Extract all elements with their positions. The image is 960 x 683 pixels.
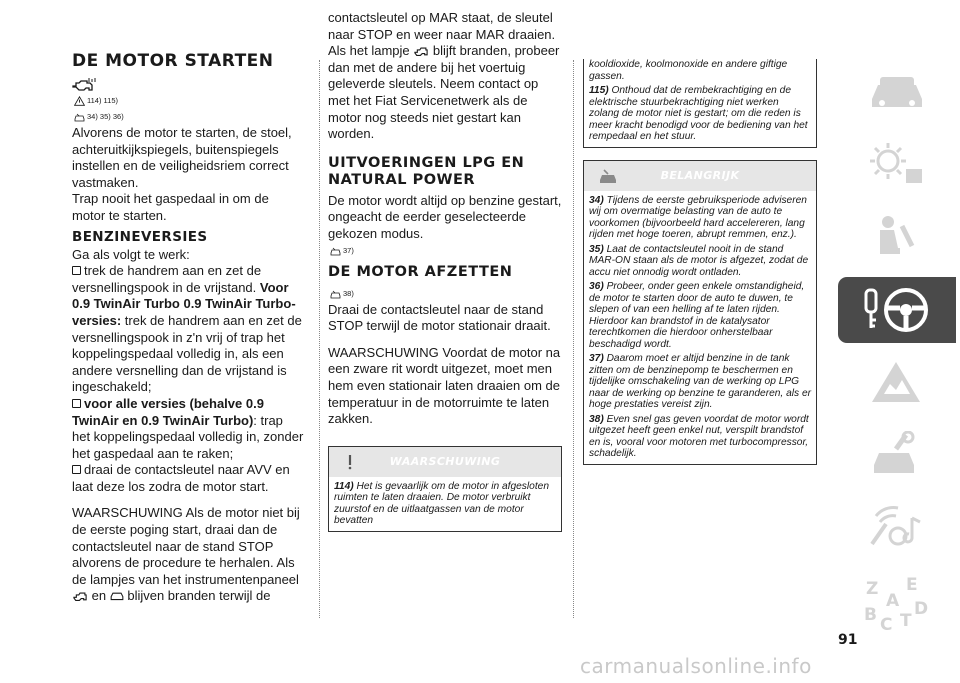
warning-box-continued (583, 59, 817, 148)
car-wrench-icon (74, 112, 85, 122)
step-3: voor alle versies (behalve 0.9 TwinAir en 0.9 TwinAir Turbo): trap het koppelingspedaal volledig in, zonder het gaspedaal aan te raken; (72, 395, 304, 461)
important-box-body (584, 191, 816, 464)
paragraph-intro: Alvorens de motor te starten, de stoel, achteruitkijkspiegels, buitenspiegels instellen en de veiligheidsriem correct vastmaken. (72, 125, 292, 190)
chapter-tabs (838, 58, 960, 642)
car-wrench-icon (330, 246, 341, 256)
tab-car[interactable] (838, 58, 956, 124)
car-service-icon (598, 168, 618, 184)
checkbox-bullet-icon (72, 465, 81, 474)
step-4: draai de contactsleutel naar AVV en laat deze los zodra de motor start. (72, 462, 290, 494)
section-title-afzetten: DE MOTOR AFZETTEN (328, 263, 513, 280)
reference-line (72, 75, 304, 93)
column-2 (328, 10, 562, 532)
paragraph-warning: WAARSCHUWING Voordat de motor na een zware rit wordt uitgezet, moet men hem even stationair laten draaien om de temperatuur in de motorruimte te laten zakken. (328, 344, 561, 427)
media-icon (866, 504, 928, 554)
step-2-text: trek de handrem aan en zet de versnellingspook in z'n vrij of trap het koppelingspedaal volledig in, als een andere versnelling dan de vrijstand is ingeschakeld; (72, 312, 302, 395)
note-114: 114) Het is gevaarlijk om de motor in afgesloten ruimten te laten draaien. De motor verbruikt zuurstof en de uitlaatgassen van de motor bevatten (334, 480, 549, 527)
key-steering-icon (862, 284, 932, 336)
car-icon (866, 69, 928, 113)
column-1 (72, 52, 304, 605)
svg-text:Z: Z (866, 579, 879, 599)
important-box (583, 160, 817, 465)
checkbox-bullet-icon (72, 266, 81, 275)
lights-icon (866, 139, 928, 189)
note-115: 115) Onthoud dat de rembekrachtiging en de elektrische stuurbekrachtiging niet werken zolang de motor niet is gestart; om die reden is meer kracht benodigd voor de bediening van het rempedaal en het stuur. (589, 85, 808, 142)
svg-text:D: D (914, 599, 929, 619)
wrench-car-icon (866, 431, 928, 481)
engine-key-icon (72, 77, 98, 91)
column-divider (319, 60, 320, 618)
important-references (72, 109, 304, 125)
exclamation-icon (343, 454, 357, 470)
paragraph-warning: WAARSCHUWING Als de motor niet bij de eerste poging start, draai dan de contactsleutel naar de stand STOP alvorens de procedure te herhalen. Als de lampjes van het instrumentenpaneel en blijven branden terwijl de (72, 505, 300, 604)
seat-safety-icon (866, 212, 928, 262)
car-wrench-icon (330, 289, 341, 299)
warning-triangle-icon (866, 358, 928, 408)
tab-lights[interactable] (838, 131, 956, 197)
warning-references (72, 93, 304, 109)
paragraph-gas: Trap nooit het gaspedaal in om de motor te starten. (72, 191, 269, 223)
index-icon (862, 574, 932, 630)
note-35: 35) Laat de contactsleutel nooit in de stand MAR-ON staan als de motor is afgezet, zodat de accu niet onnodig wordt ontladen. (589, 243, 809, 278)
tab-multimedia[interactable] (838, 496, 956, 562)
tab-maintenance[interactable] (838, 423, 956, 489)
paragraph-continued: contactsleutel op MAR staat, de sleutel naar STOP en weer naar MAR draaien. Als het lampje blijft branden, probeer dan met de andere bij het voertuig geleverde sleutels. Neem contact op met het Fiat Servicenetwerk als de motor nog steeds niet gestart kan worden. (328, 10, 560, 142)
tab-starting-driving[interactable] (838, 277, 956, 343)
svg-text:E: E (906, 575, 918, 595)
note-37: 37) Daarom moet er altijd benzine in de tank zitten om de benzinepomp te beschermen en tijdelijke omschakeling van de werking op LPG naar de werking op benzine te garanderen, als er hoge prestaties vereist zijn. (589, 353, 812, 410)
section-title-benzine: BENZINEVERSIES (72, 228, 208, 245)
step-2-heading: Voor 0.9 TwinAir Turbo 0.9 TwinAir Turbo-versies: (72, 279, 296, 328)
checkbox-bullet-icon (72, 399, 81, 408)
section-title-lpg: UITVOERINGEN LPG EN NATURAL POWER (328, 154, 525, 188)
column-3 (583, 59, 817, 465)
page-number: 91 (838, 632, 858, 648)
warning-box-header: WAARSCHUWING (329, 447, 561, 477)
section-title-motor-starten: DE MOTOR STARTEN (72, 51, 274, 71)
tab-index[interactable] (838, 569, 956, 635)
step-1: trek de handrem aan en zet de versnellingspook in de vrijstand. Voor 0.9 TwinAir Turbo 0.9 TwinAir Turbo-versies: trek de handrem aan en zet de versnellingspook in z'n vrij of trap het koppelingspedaal volledig in, als een andere versnelling dan de vrijstand is ingeschakeld; (72, 263, 302, 395)
svg-text:T: T (900, 611, 912, 630)
engine-warning-icon (72, 590, 88, 601)
note-36: 36) Probeer, onder geen enkele omstandigheid, de motor te starten door de auto te duwen, te slepen of van een helling af te laten rijden. Hierdoor kan brandstof in de katalysator terechtkomen die hierdoor onherstelbaar beschadigd wordt. (589, 281, 805, 350)
paragraph-lpg: De motor wordt altijd op benzine gestart, ongeacht de eerder geselecteerde gekozen modus. (328, 192, 562, 241)
paragraph-benzine-intro: Ga als volgt te werk: (72, 246, 190, 262)
note-34: 34) Tijdens de eerste gebruiksperiode adviseren wij om overmatige belasting van de auto te voorkomen (bijvoorbeeld hard accelereren, lang rijden met hoge toeren, abrupt remmen, enz.). (589, 194, 807, 240)
important-reference: 37) (328, 243, 562, 259)
paragraph-afzetten: Draai de contactsleutel naar de stand STOP terwijl de motor stationair draait. (328, 301, 551, 334)
column-divider (573, 60, 574, 618)
svg-text:A: A (886, 591, 900, 611)
tab-emergency[interactable] (838, 350, 956, 416)
svg-text:B: B (864, 605, 877, 625)
note-114-continued: kooldioxide, koolmonoxide en andere giftige gassen. (589, 59, 788, 82)
warning-box (328, 446, 562, 532)
svg-text:C: C (880, 615, 893, 630)
ref-numbers: 34) 35) 36) (87, 112, 124, 121)
engine-warning-icon (413, 45, 429, 56)
tab-safety[interactable] (838, 204, 956, 270)
important-reference: 38) (328, 286, 562, 302)
warning-triangle-icon (74, 96, 85, 106)
ref-numbers: 114) 115) (87, 96, 118, 105)
note-38: 38) Even snel gas geven voordat de motor wordt uitgezet heeft geen enkel nut, verspilt brandstof en is, vooral voor motoren met turbocompressor, schadelijk. (589, 413, 809, 459)
immobilizer-icon (110, 590, 124, 601)
watermark: carmanualsonline.info (580, 654, 812, 678)
important-box-header: BELANGRIJK (584, 161, 816, 191)
warning-box-body (329, 477, 561, 531)
